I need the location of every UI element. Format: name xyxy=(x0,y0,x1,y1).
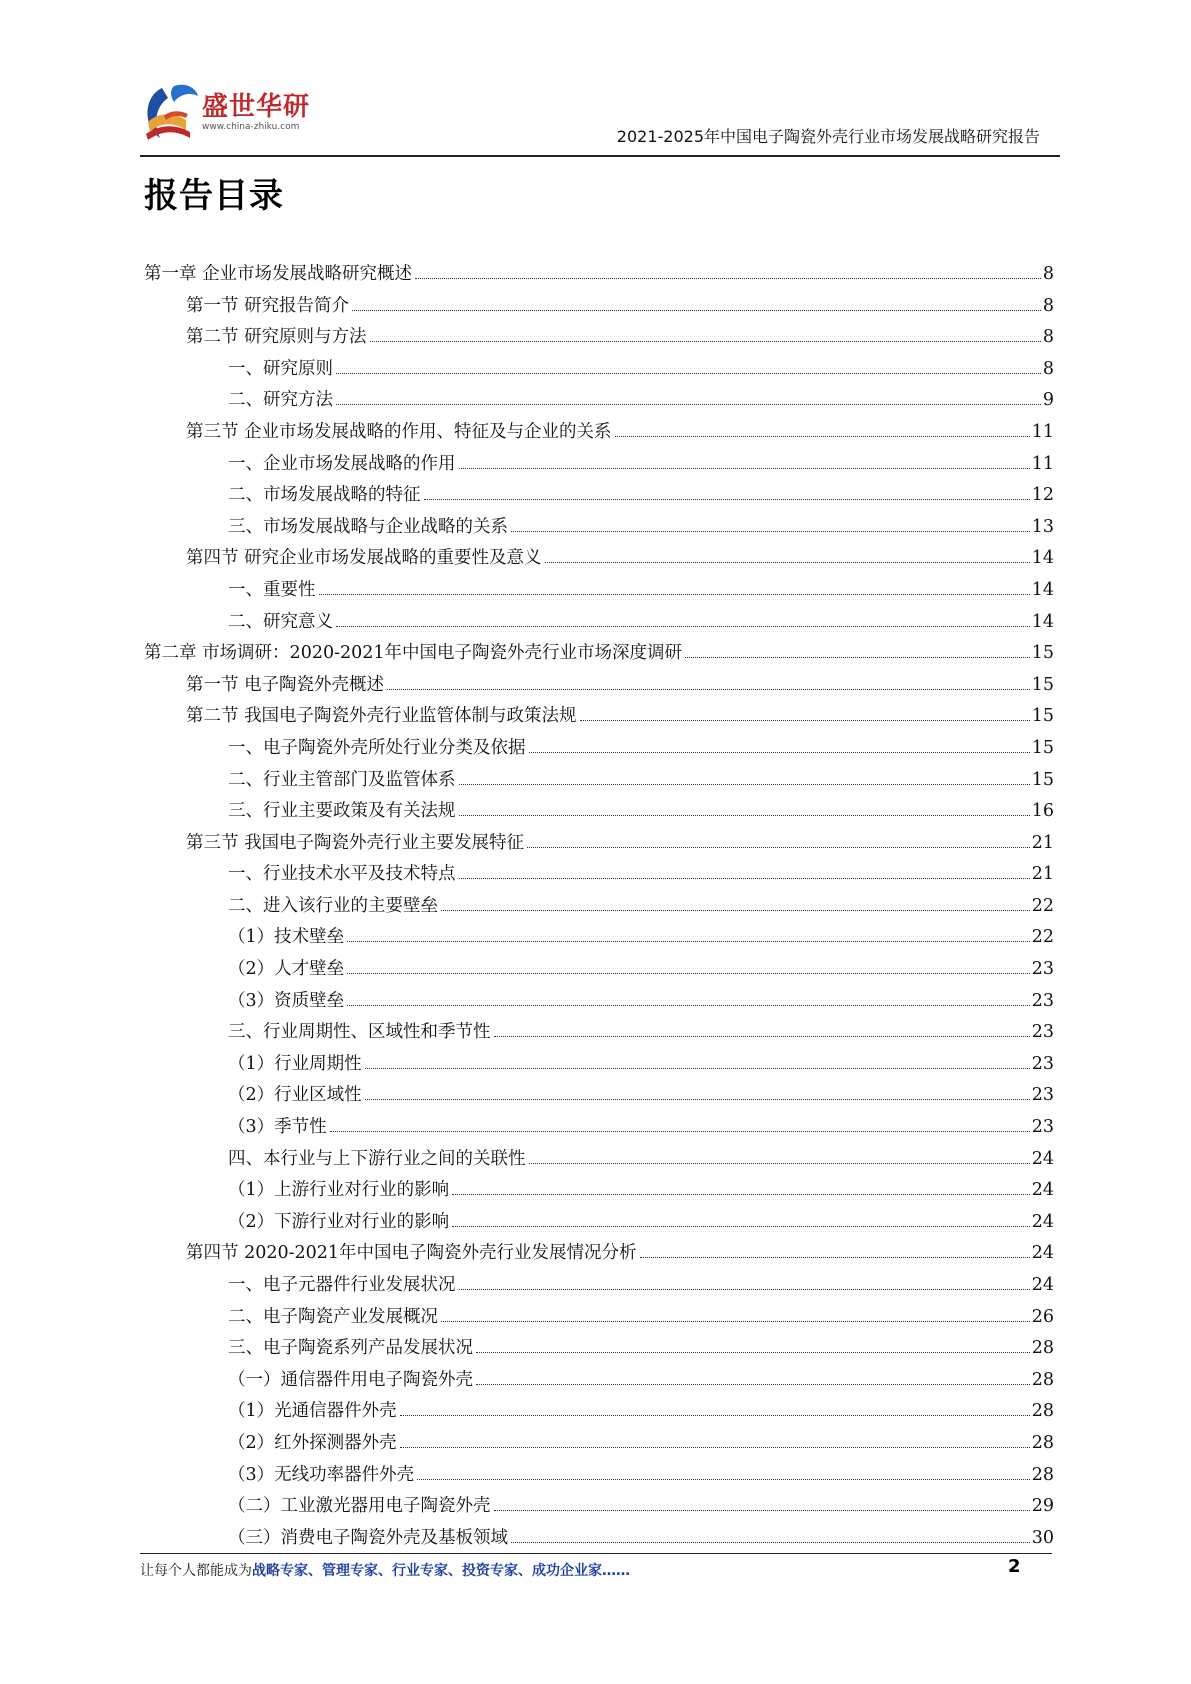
toc-dot-leader xyxy=(529,752,1030,753)
toc-entry-page: 22 xyxy=(1031,927,1054,948)
toc-entry-title: 第一节 研究报告简介 xyxy=(186,295,350,316)
toc-entry[interactable] xyxy=(144,355,1054,387)
toc-dot-leader xyxy=(370,341,1041,342)
toc-entry[interactable] xyxy=(144,1145,1054,1177)
toc-entry-title: （2）下游行业对行业的影响 xyxy=(228,1211,450,1232)
toc-entry-title: 四、本行业与上下游行业之间的关联性 xyxy=(228,1148,526,1169)
toc-entry-title: （1）行业周期性 xyxy=(228,1053,362,1074)
toc-dot-leader xyxy=(400,1447,1030,1448)
toc-entry-page: 23 xyxy=(1031,1085,1054,1106)
toc-entry-page: 24 xyxy=(1031,1180,1054,1201)
toc-dot-leader xyxy=(459,878,1030,879)
toc-entry[interactable] xyxy=(144,1397,1054,1429)
toc-entry-page: 8 xyxy=(1042,295,1054,316)
toc-entry[interactable] xyxy=(144,1081,1054,1113)
toc-entry-page: 28 xyxy=(1031,1401,1054,1422)
toc-dot-leader xyxy=(352,310,1041,311)
toc-entry-title: 第四节 2020-2021年中国电子陶瓷外壳行业发展情况分析 xyxy=(186,1243,637,1264)
toc-entry[interactable] xyxy=(144,1524,1054,1556)
toc-entry[interactable] xyxy=(144,260,1054,292)
toc-dot-leader xyxy=(459,815,1030,816)
toc-dot-leader xyxy=(511,531,1030,532)
toc-dot-leader xyxy=(415,278,1041,279)
toc-dot-leader xyxy=(417,1479,1030,1480)
toc-entry-title: 二、电子陶瓷产业发展概况 xyxy=(228,1306,438,1327)
logo-url: www.china-zhiku.com xyxy=(202,122,300,132)
toc-dot-leader xyxy=(336,373,1041,374)
toc-entry[interactable] xyxy=(144,797,1054,829)
toc-entry-title: 三、行业周期性、区域性和季节性 xyxy=(228,1022,491,1043)
toc-entry-page: 12 xyxy=(1031,485,1054,506)
toc-entry-page: 15 xyxy=(1031,643,1054,664)
toc-entry-page: 21 xyxy=(1031,832,1054,853)
toc-entry[interactable] xyxy=(144,544,1054,576)
toc-entry-title: 一、行业技术水平及技术特点 xyxy=(228,864,456,885)
toc-entry[interactable] xyxy=(144,323,1054,355)
toc-dot-leader xyxy=(365,1068,1030,1069)
toc-entry-page: 8 xyxy=(1042,358,1054,379)
toc-entry[interactable] xyxy=(144,1334,1054,1366)
toc-entry[interactable] xyxy=(144,1113,1054,1145)
toc-dot-leader xyxy=(441,1321,1030,1322)
toc-entry-title: 第二节 我国电子陶瓷外壳行业监管体制与政策法规 xyxy=(186,706,577,727)
toc-entry-title: （1）技术壁垒 xyxy=(228,927,345,948)
toc-entry-title: （2）行业区域性 xyxy=(228,1085,362,1106)
toc-entry[interactable] xyxy=(144,766,1054,798)
logo-text: 盛世华研 xyxy=(202,92,311,122)
toc-entry-page: 23 xyxy=(1031,1117,1054,1138)
toc-dot-leader xyxy=(529,1163,1030,1164)
toc-entry-page: 24 xyxy=(1031,1243,1054,1264)
toc-entry[interactable] xyxy=(144,386,1054,418)
toc-entry-title: （3）无线功率器件外壳 xyxy=(228,1464,415,1485)
toc-entry-page: 11 xyxy=(1031,421,1054,442)
page-number: 2 xyxy=(1008,1556,1021,1577)
toc-entry-page: 24 xyxy=(1031,1148,1054,1169)
toc-entry-page: 8 xyxy=(1042,264,1054,284)
header-divider xyxy=(140,155,1060,157)
toc-entry-page: 22 xyxy=(1031,895,1054,916)
toc-entry-page: 24 xyxy=(1031,1211,1054,1232)
toc-entry-page: 21 xyxy=(1031,864,1054,885)
footer-slogan xyxy=(140,1560,630,1580)
toc-dot-leader xyxy=(459,1289,1030,1290)
toc-entry[interactable] xyxy=(144,829,1054,861)
toc-dot-leader xyxy=(347,941,1030,942)
toc-entry[interactable] xyxy=(144,1239,1054,1271)
toc-entry-title: （2）人才壁垒 xyxy=(228,959,345,980)
toc-entry-title: 三、市场发展战略与企业战略的关系 xyxy=(228,516,508,537)
toc-entry-title: 三、电子陶瓷系列产品发展状况 xyxy=(228,1338,473,1359)
toc-entry-title: （3）季节性 xyxy=(228,1117,327,1138)
toc-entry-title: 二、进入该行业的主要壁垒 xyxy=(228,895,438,916)
toc-dot-leader xyxy=(640,1257,1030,1258)
toc-entry-title: 一、电子陶瓷外壳所处行业分类及依据 xyxy=(228,737,526,758)
toc-entry-title: 第一章 企业市场发展战略研究概述 xyxy=(144,264,413,284)
toc-entry[interactable] xyxy=(144,702,1054,734)
toc-entry[interactable] xyxy=(144,576,1054,608)
toc-entry-page: 15 xyxy=(1031,674,1054,695)
toc-dot-leader xyxy=(459,468,1030,469)
toc-entry-page: 23 xyxy=(1031,1022,1054,1043)
toc-entry[interactable] xyxy=(144,1271,1054,1303)
toc-entry-page: 15 xyxy=(1031,769,1054,790)
toc-entry-page: 23 xyxy=(1031,959,1054,980)
toc-dot-leader xyxy=(494,1510,1030,1511)
toc-entry-page: 13 xyxy=(1031,516,1054,537)
toc-entry-page: 9 xyxy=(1042,390,1054,411)
toc-entry-title: 二、行业主管部门及监管体系 xyxy=(228,769,456,790)
toc-entry[interactable] xyxy=(144,608,1054,640)
toc-entry[interactable] xyxy=(144,892,1054,924)
toc-dot-leader xyxy=(400,1415,1030,1416)
toc-entry-page: 28 xyxy=(1031,1338,1054,1359)
toc-entry-title: 第一节 电子陶瓷外壳概述 xyxy=(186,674,385,695)
toc-entry[interactable] xyxy=(144,923,1054,955)
toc-entry[interactable] xyxy=(144,734,1054,766)
toc-entry[interactable] xyxy=(144,513,1054,545)
footer-divider xyxy=(140,1553,1052,1554)
toc-entry[interactable] xyxy=(144,987,1054,1019)
toc-entry-title: 一、研究原则 xyxy=(228,358,333,379)
toc-dot-leader xyxy=(494,1036,1030,1037)
toc-dot-leader xyxy=(365,1099,1030,1100)
toc-dot-leader xyxy=(459,784,1030,785)
toc-entry[interactable] xyxy=(144,418,1054,450)
toc-entry-page: 29 xyxy=(1031,1496,1054,1517)
toc-entry-page: 28 xyxy=(1031,1432,1054,1453)
toc-entry-title: 二、研究意义 xyxy=(228,611,333,632)
toc-dot-leader xyxy=(336,404,1041,405)
toc-entry[interactable] xyxy=(144,450,1054,482)
toc-entry[interactable] xyxy=(144,860,1054,892)
toc-entry-title: 二、市场发展战略的特征 xyxy=(228,485,421,506)
toc-entry-title: （三）消费电子陶瓷外壳及基板领域 xyxy=(228,1527,508,1548)
toc-dot-leader xyxy=(580,720,1030,721)
toc-entry-title: 第二节 研究原则与方法 xyxy=(186,327,367,348)
toc-entry-title: （1）上游行业对行业的影响 xyxy=(228,1180,450,1201)
toc-entry-page: 26 xyxy=(1031,1306,1054,1327)
toc-entry-title: 第四节 研究企业市场发展战略的重要性及意义 xyxy=(186,548,542,569)
toc-entry[interactable] xyxy=(144,1461,1054,1493)
toc-dot-leader xyxy=(545,562,1030,563)
toc-entry-page: 30 xyxy=(1031,1527,1054,1548)
toc-entry[interactable] xyxy=(144,1492,1054,1524)
toc-dot-leader xyxy=(476,1352,1030,1353)
toc-dot-leader xyxy=(347,1005,1030,1006)
toc-entry[interactable] xyxy=(144,1303,1054,1335)
toc-entry-title: 二、研究方法 xyxy=(228,390,333,411)
toc-dot-leader xyxy=(511,1542,1030,1543)
toc-entry[interactable] xyxy=(144,1366,1054,1398)
toc-entry-title: （3）资质壁垒 xyxy=(228,990,345,1011)
toc-entry-page: 28 xyxy=(1031,1464,1054,1485)
page-title: 报告目录 xyxy=(144,176,284,216)
toc-entry-title: （2）红外探测器外壳 xyxy=(228,1432,397,1453)
toc-entry-title: 一、重要性 xyxy=(228,579,316,600)
toc-entry-title: 一、电子元器件行业发展状况 xyxy=(228,1275,456,1295)
toc-entry-page: 15 xyxy=(1031,737,1054,758)
toc-entry[interactable] xyxy=(144,481,1054,513)
toc-dot-leader xyxy=(452,1226,1030,1227)
toc-entry[interactable] xyxy=(144,955,1054,987)
toc-entry-title: 第二章 市场调研：2020-2021年中国电子陶瓷外壳行业市场深度调研 xyxy=(144,643,683,664)
toc-entry-page: 23 xyxy=(1031,990,1054,1011)
toc-dot-leader xyxy=(441,910,1030,911)
toc-entry-page: 8 xyxy=(1042,327,1054,348)
toc-entry-page: 11 xyxy=(1031,453,1054,474)
toc-dot-leader xyxy=(347,973,1030,974)
footer-slogan-prefix: 让每个人都能成为 xyxy=(140,1563,252,1579)
toc-dot-leader xyxy=(330,1131,1030,1132)
toc-entry-page: 23 xyxy=(1031,1053,1054,1074)
toc-entry-title: 第三节 企业市场发展战略的作用、特征及与企业的关系 xyxy=(186,421,612,442)
toc-dot-leader xyxy=(527,847,1030,848)
toc-entry[interactable] xyxy=(144,1050,1054,1082)
toc-entry-title: 第三节 我国电子陶瓷外壳行业主要发展特征 xyxy=(186,832,525,853)
toc-entry-title: （二）工业激光器用电子陶瓷外壳 xyxy=(228,1496,491,1517)
toc-entry-page: 14 xyxy=(1031,579,1054,600)
toc-entry-page: 24 xyxy=(1031,1275,1054,1295)
toc-entry-page: 15 xyxy=(1031,706,1054,727)
page-header xyxy=(140,80,1060,158)
toc-dot-leader xyxy=(424,499,1030,500)
toc-entry-page: 14 xyxy=(1031,548,1054,569)
toc-entry-page: 16 xyxy=(1031,801,1054,822)
table-of-contents xyxy=(144,260,1054,1555)
toc-entry[interactable] xyxy=(144,1176,1054,1208)
toc-dot-leader xyxy=(615,436,1030,437)
toc-entry-title: 三、行业主要政策及有关法规 xyxy=(228,801,456,822)
toc-entry[interactable] xyxy=(144,639,1054,671)
toc-entry-page: 28 xyxy=(1031,1369,1054,1390)
toc-dot-leader xyxy=(319,594,1030,595)
toc-dot-leader xyxy=(387,689,1030,690)
toc-dot-leader xyxy=(452,1194,1030,1195)
toc-entry[interactable] xyxy=(144,671,1054,703)
toc-entry[interactable] xyxy=(144,1018,1054,1050)
toc-entry[interactable] xyxy=(144,1429,1054,1461)
toc-dot-leader xyxy=(476,1384,1030,1385)
toc-dot-leader xyxy=(336,626,1030,627)
toc-entry[interactable] xyxy=(144,1208,1054,1240)
toc-entry-page: 14 xyxy=(1031,611,1054,632)
toc-entry[interactable] xyxy=(144,292,1054,324)
toc-entry-title: （1）光通信器件外壳 xyxy=(228,1401,397,1422)
footer-slogan-highlight: 战略专家、管理专家、行业专家、投资专家、成功企业家…… xyxy=(252,1563,630,1579)
toc-entry-title: （一）通信器件用电子陶瓷外壳 xyxy=(228,1369,473,1390)
toc-dot-leader xyxy=(685,657,1030,658)
toc-entry-title: 一、企业市场发展战略的作用 xyxy=(228,453,456,474)
report-header-title: 2021-2025年中国电子陶瓷外壳行业市场发展战略研究报告 xyxy=(616,127,1040,146)
